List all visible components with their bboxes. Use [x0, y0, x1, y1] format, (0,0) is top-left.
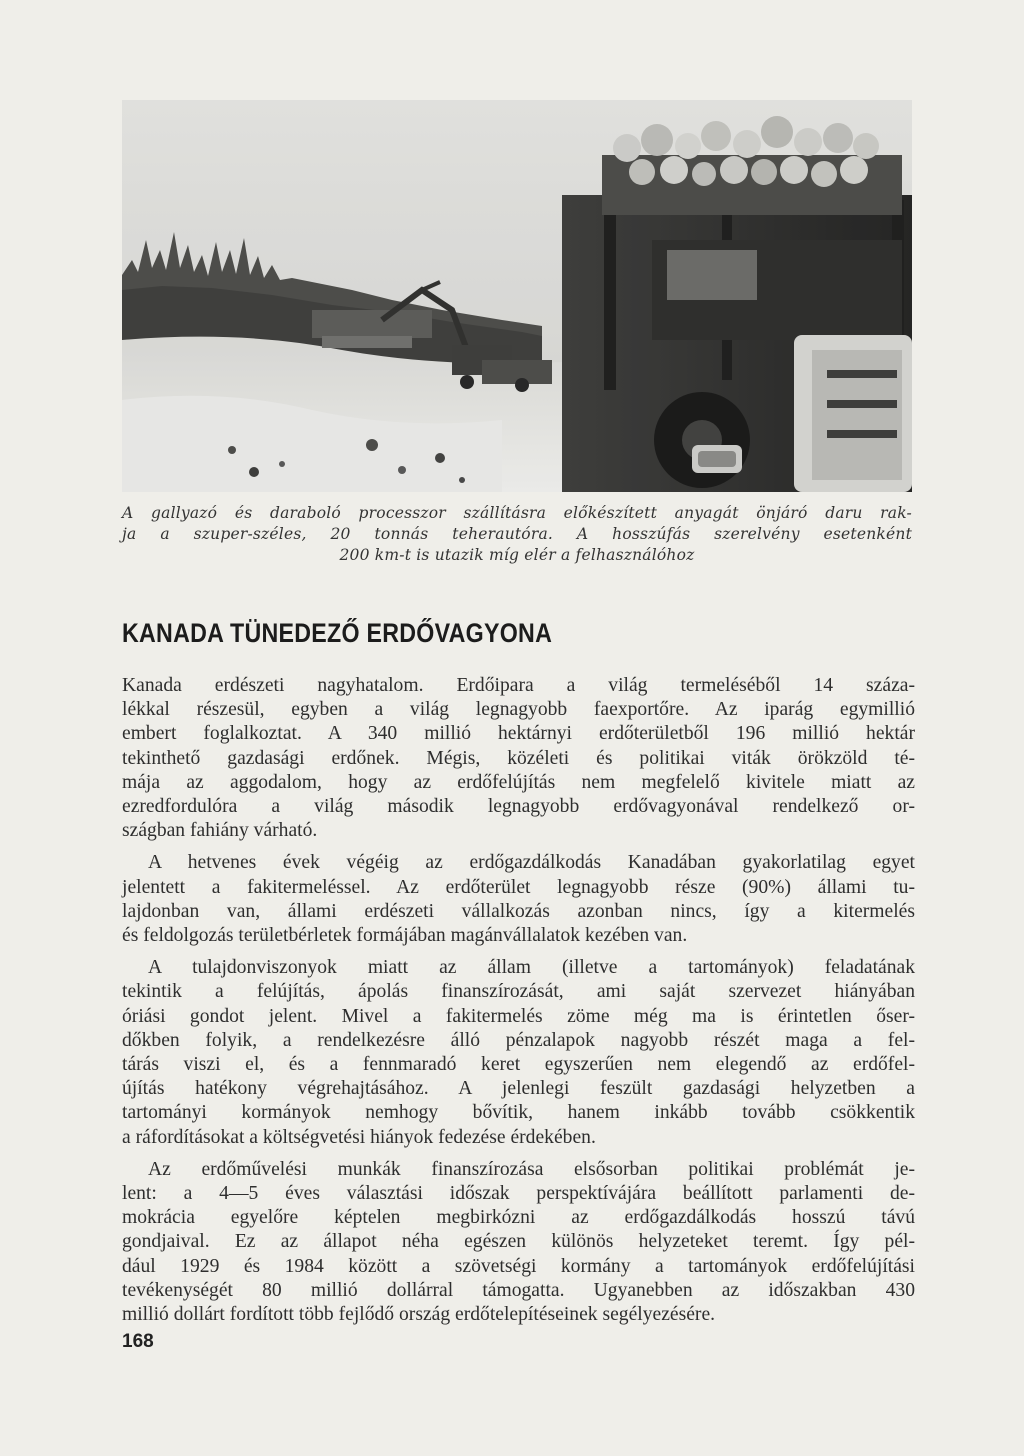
article-line: jelentett a fakitermeléssel. Az erdőterület legnagyobb része (90%) állami tu- — [122, 876, 915, 898]
page-number: 168 — [122, 1331, 154, 1352]
photo-image — [122, 100, 912, 492]
article-line: szágban fahiány várható. — [122, 820, 318, 842]
article-headline: KANADA TÜNEDEZŐ ERDŐVAGYONA — [122, 618, 553, 648]
article-line: tekinthető gazdasági erdőnek. Mégis, közéleti és politikai viták örökzöld té- — [122, 747, 915, 769]
article-line: dául 1929 és 1984 között a szövetségi kormány a tartományok erdőfelújítási — [122, 1255, 915, 1277]
article-paragraph — [122, 674, 915, 843]
article-line: óriási gondot jelent. Mivel a fakitermelés zöme még ma is érintetlen őser- — [122, 1005, 915, 1027]
article-line: tekintik a felújítás, ápolás finanszírozását, ami saját szervezet hiányában — [122, 981, 915, 1003]
article-line: Kanada erdészeti nagyhatalom. Erdőipara a világ termeléséből 14 száza- — [122, 675, 915, 696]
article-line: gondjaival. Ez az állapot néha egészen különös helyzeteket teremt. Így pél- — [122, 1231, 915, 1253]
article-line: mokrácia egyelőre képtelen megbirkózni az erdőgazdálkodás hosszú távú — [122, 1207, 915, 1229]
article-line: lajdonban van, állami erdészeti vállalkozás azonban nincs, így a kitermelés — [122, 900, 915, 922]
article-line: és feldolgozás területbérletek formájában magánvállalatok kezében van. — [122, 925, 688, 947]
article-paragraph — [122, 1158, 915, 1327]
article-line: lékkal részesül, egyben a világ legnagyobb faexportőre. Az iparág egymillió — [122, 699, 915, 721]
article-paragraph — [122, 956, 915, 1150]
caption-line: ja a szuper-széles, 20 tonnás teherautóra. A hosszúfás szerelvény esetenként — [122, 525, 912, 543]
article-line: millió dollárt fordított több fejlődő ország erdőtelepítéseinek segélyezésére. — [122, 1304, 716, 1326]
article-body — [122, 674, 915, 1327]
logging-truck-photo — [122, 100, 912, 492]
caption-line: A gallyazó és daraboló processzor szállításra előkészített anyagát önjáró daru rak- — [122, 504, 912, 522]
photo-caption — [122, 503, 912, 566]
article-line: ezredfordulóra a világ második legnagyobb erdővagyonával rendelkező or- — [122, 796, 915, 818]
article-paragraph — [122, 851, 915, 948]
caption-line: 200 km-t is utazik míg elér a felhasználóhoz — [339, 546, 695, 564]
article-line: A hetvenes évek végéig az erdőgazdálkodás Kanadában gyakorlatilag egyet — [148, 852, 915, 874]
article-line: lent: a 4—5 éves választási időszak perspektívájára beállított parlamenti de- — [122, 1183, 915, 1205]
article-line: Az erdőművelési munkák finanszírozása elsősorban politikai problémát je- — [148, 1158, 915, 1180]
article-line: tevékenységét 80 millió dollárral támogatta. Ugyanebben az időszakban 430 — [122, 1279, 915, 1301]
article-line: dőkben folyik, a rendelkezésre álló pénzalapok nagyobb részét maga a fel- — [122, 1029, 915, 1051]
article-line: mája az aggodalom, hogy az erdőfelújítás nem megfelelő kivitele miatt az — [122, 771, 915, 793]
article-line: a ráfordításokat a költségvetési hiányok fedezése érdekében. — [122, 1126, 596, 1148]
article-line: tartományi kormányok nemhogy bővítik, hanem inkább tovább csökkentik — [122, 1102, 915, 1124]
article-line: tárás viszi el, és a fennmaradó keret egyszerűen nem elegendő az erdőfel- — [122, 1054, 915, 1076]
article-line: embert foglalkoztat. A 340 millió hektárnyi erdőterületből 196 millió hektár — [122, 723, 915, 745]
article-line: újítás hatékony végrehajtásához. A jelenlegi feszült gazdasági helyzetben a — [122, 1078, 915, 1100]
article-line: A tulajdonviszonyok miatt az állam (illetve a tartományok) feladatának — [148, 957, 915, 979]
